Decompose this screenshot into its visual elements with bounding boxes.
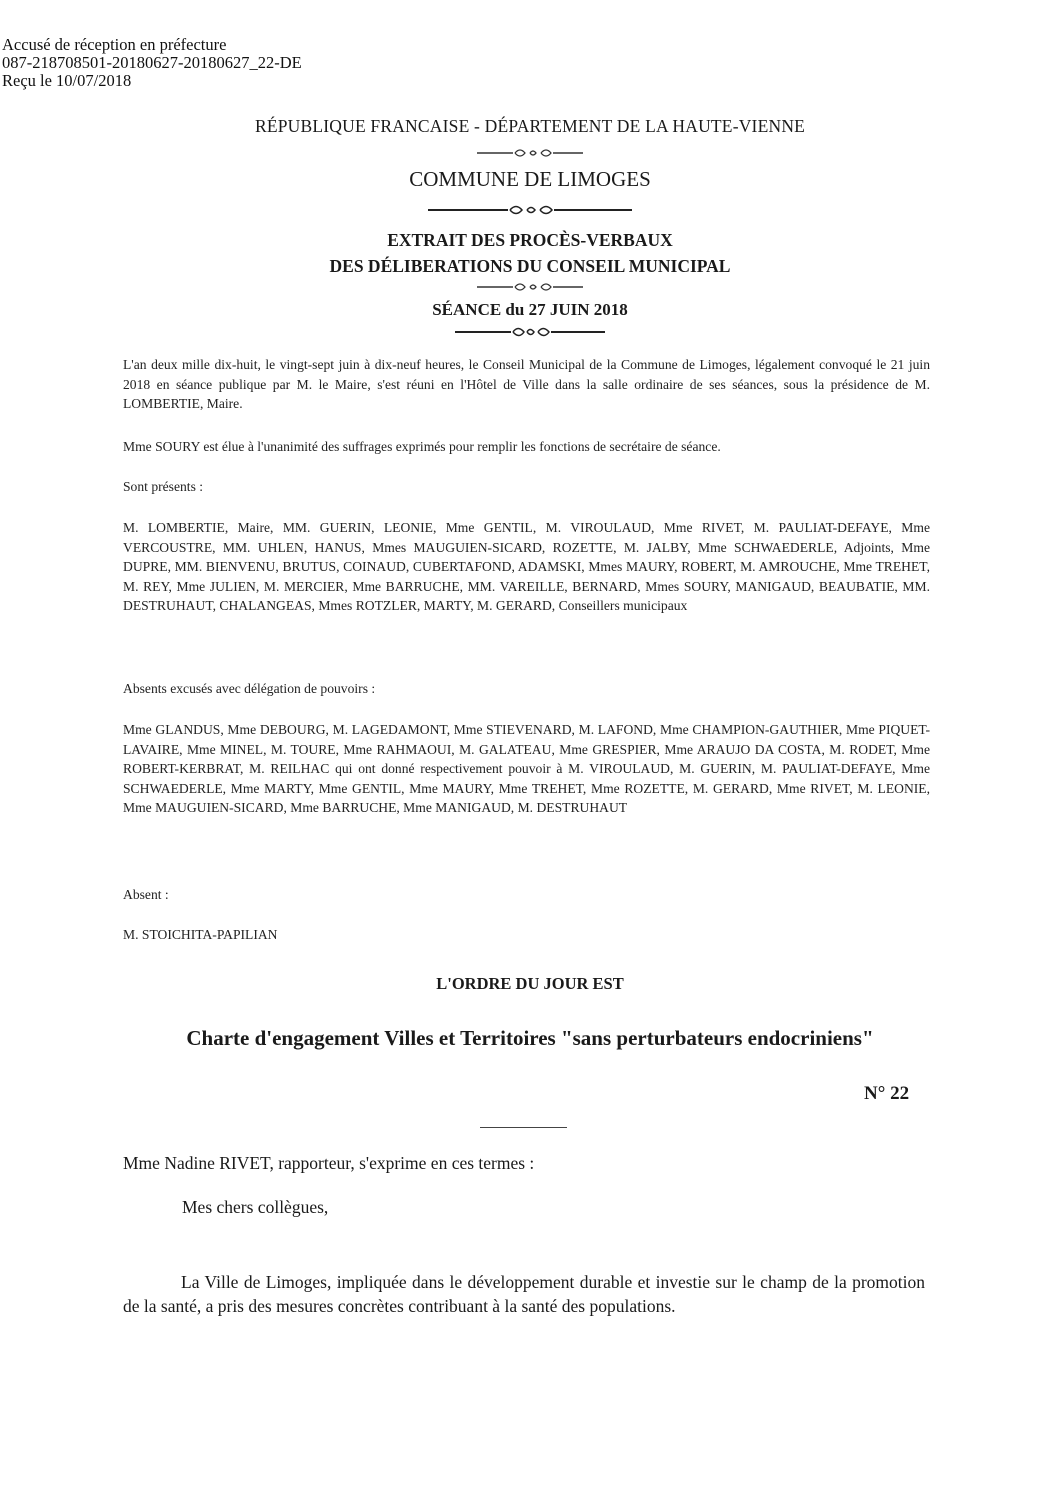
fleuron-divider-icon — [0, 281, 1060, 293]
stamp-line-reference: 087-218708501-20180627-20180627_22-DE — [2, 53, 302, 72]
body-paragraph: La Ville de Limoges, impliquée dans le développement durable et investie sur le champ de la promotion de la santé, a pris des mesures concrètes contribuant à la santé des populations. — [123, 1272, 925, 1316]
absent-list: M. STOICHITA-PAPILIAN — [123, 927, 278, 942]
fleuron-divider-icon — [0, 325, 1060, 339]
fleuron-divider-icon — [0, 147, 1060, 159]
presents-label: Sont présents : — [123, 479, 204, 494]
republique-heading: RÉPUBLIQUE FRANCAISE - DÉPARTEMENT DE LA HAUTE-VIENNE — [254, 116, 806, 136]
deliberation-number: N° 22 — [864, 1083, 910, 1104]
session-intro-paragraph: L'an deux mille dix-huit, le vingt-sept juin à dix-neuf heures, le Conseil Municipal de la Commune de Limoges, légalement convoqué le 21 juin 2018 en séance publique par M. le Maire, s'est réuni en l'Hôtel de Ville dans la salle ordinaire de ses séances, sous la présidence de M. LOMBERTIE, Maire. — [123, 357, 930, 411]
separator-rule — [480, 1127, 567, 1128]
secretary-paragraph: Mme SOURY est élue à l'unanimité des suffrages exprimés pour remplir les fonctions de secrétaire de séance. — [123, 439, 721, 454]
extrait-heading-line1: EXTRAIT DES PROCÈS-VERBAUX — [387, 230, 673, 250]
absents-excuses-label: Absents excusés avec délégation de pouvoirs : — [123, 681, 376, 696]
deliberation-title: Charte d'engagement Villes et Territoires "sans perturbateurs endocriniens" — [186, 1026, 874, 1050]
seance-heading: SÉANCE du 27 JUIN 2018 — [432, 300, 628, 319]
stamp-line-reception: Accusé de réception en préfecture — [2, 35, 227, 54]
commune-heading: COMMUNE DE LIMOGES — [409, 167, 651, 191]
absent-label: Absent : — [123, 887, 169, 902]
stamp-line-received-date: Reçu le 10/07/2018 — [2, 71, 132, 90]
fleuron-divider-icon — [0, 203, 1060, 217]
rapporteur-line: Mme Nadine RIVET, rapporteur, s'exprime en ces termes : — [123, 1153, 535, 1173]
extrait-heading-line2: DES DÉLIBERATIONS DU CONSEIL MUNICIPAL — [329, 256, 731, 276]
extrait-heading — [0, 227, 1060, 279]
reception-stamp — [2, 36, 302, 90]
presents-list: M. LOMBERTIE, Maire, MM. GUERIN, LEONIE, Mme GENTIL, M. VIROULAUD, Mme RIVET, M. PAULIAT-DEFAYE, Mme VERCOUSTRE, MM. UHLEN, HANUS, Mmes MAUGUIEN-SICARD, ROZETTE, M. JALBY, Mme SCHWAEDERLE, Adjoints, Mme DUPRE, MM. BIENVENU, BRUTUS, COINAUD, CUBERTAFOND, ADAMSKI, Mmes MAURY, ROBERT, M. AMROUCHE, Mme TREHET, M. REY, Mme JULIEN, M. MERCIER, Mme BARRUCHE, MM. VAREILLE, BERNARD, Mmes SOURY, MANIGAUD, BEAUBATIE, MM. DESTRUHAUT, CHALANGEAS, Mmes ROTZLER, MARTY, M. GERARD, Conseillers municipaux — [123, 520, 930, 613]
ordre-du-jour-heading: L'ORDRE DU JOUR EST — [436, 974, 624, 993]
greeting-line: Mes chers collègues, — [182, 1197, 329, 1217]
absents-excuses-list: Mme GLANDUS, Mme DEBOURG, M. LAGEDAMONT, Mme STIEVENARD, M. LAFOND, Mme CHAMPION-GAUTHIER, Mme PIQUET-LAVAIRE, Mme MINEL, M. TOURE, Mme RAHMAOUI, M. GALATEAU, Mme GRESPIER, Mme ARAUJO DA COSTA, M. RODET, Mme ROBERT-KERBRAT, M. REILHAC qui ont donné respectivement pouvoir à M. VIROULAUD, M. GUERIN, M. PAULIAT-DEFAYE, Mme SCHWAEDERLE, Mme MARTY, Mme GENTIL, Mme MAURY, Mme TREHET, Mme ROZETTE, M. GERARD, Mme RIVET, M. LEONIE, Mme MAUGUIEN-SICARD, Mme BARRUCHE, Mme MANIGAUD, M. DESTRUHAUT — [123, 722, 930, 815]
